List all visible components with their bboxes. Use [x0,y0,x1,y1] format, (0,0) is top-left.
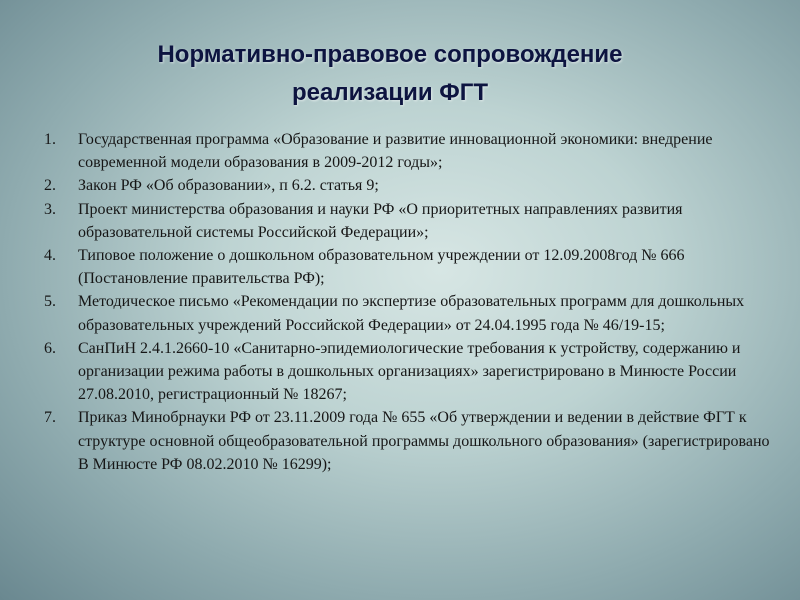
title-line-2: реализации ФГТ [292,79,488,106]
list-item [44,174,774,197]
document-list [44,128,774,476]
list-item-number: 2. [44,177,56,195]
list-item [44,337,774,407]
list-item-number: 1. [44,131,56,148]
list-item-text: Типовое положение о дошкольном образовательном учреждении от 12.09.2008год № 666 (Постановление правительства РФ); [78,247,685,288]
list-item [44,406,774,476]
list-item-text: Проект министерства образования и науки РФ «О приоритетных направлениях развития образовательной системы Российской Федерации»; [78,200,683,241]
list-item-number: 4. [44,247,56,265]
list-item-number: 7. [44,409,56,427]
slide-title [60,36,720,112]
list-item [44,290,774,336]
list-item-number: 3. [44,200,56,218]
title-line-1: Нормативно-правовое сопровождение [157,41,623,68]
list-item [44,244,774,290]
list-item-text: Государственная программа «Образование и развитие инновационной экономики: внедрение современной модели образования в 2009-2012 годы»; [78,131,713,172]
list-item [44,198,774,244]
list-item-text: Закон РФ «Об образовании», п 6.2. статья 9; [78,177,379,195]
list-item-text: Методическое письмо «Рекомендации по экспертизе образовательных программ для дошкольных образовательных учреждений Российской Федерации» от 24.04.1995 года № 46/19-15; [78,293,745,334]
list-item-text: Приказ Минобрнауки РФ от 23.11.2009 года № 655 «Об утверждении и ведении в действие ФГТ к структуре основной общеобразовательной программы дошкольного образования» (зарегистрировано В Минюсте РФ 08.02.2010 № 16299); [78,409,770,473]
list-item-number: 6. [44,339,56,357]
list-item [44,128,774,174]
list-item-number: 5. [44,293,56,311]
list-item-text: СанПиН 2.4.1.2660-10 «Санитарно-эпидемиологические требования к устройству, содержанию и организации режима работы в дошкольных организациях» зарегистрировано в Минюсте России 27.08.2010, регистрационный № 18267; [78,339,741,404]
